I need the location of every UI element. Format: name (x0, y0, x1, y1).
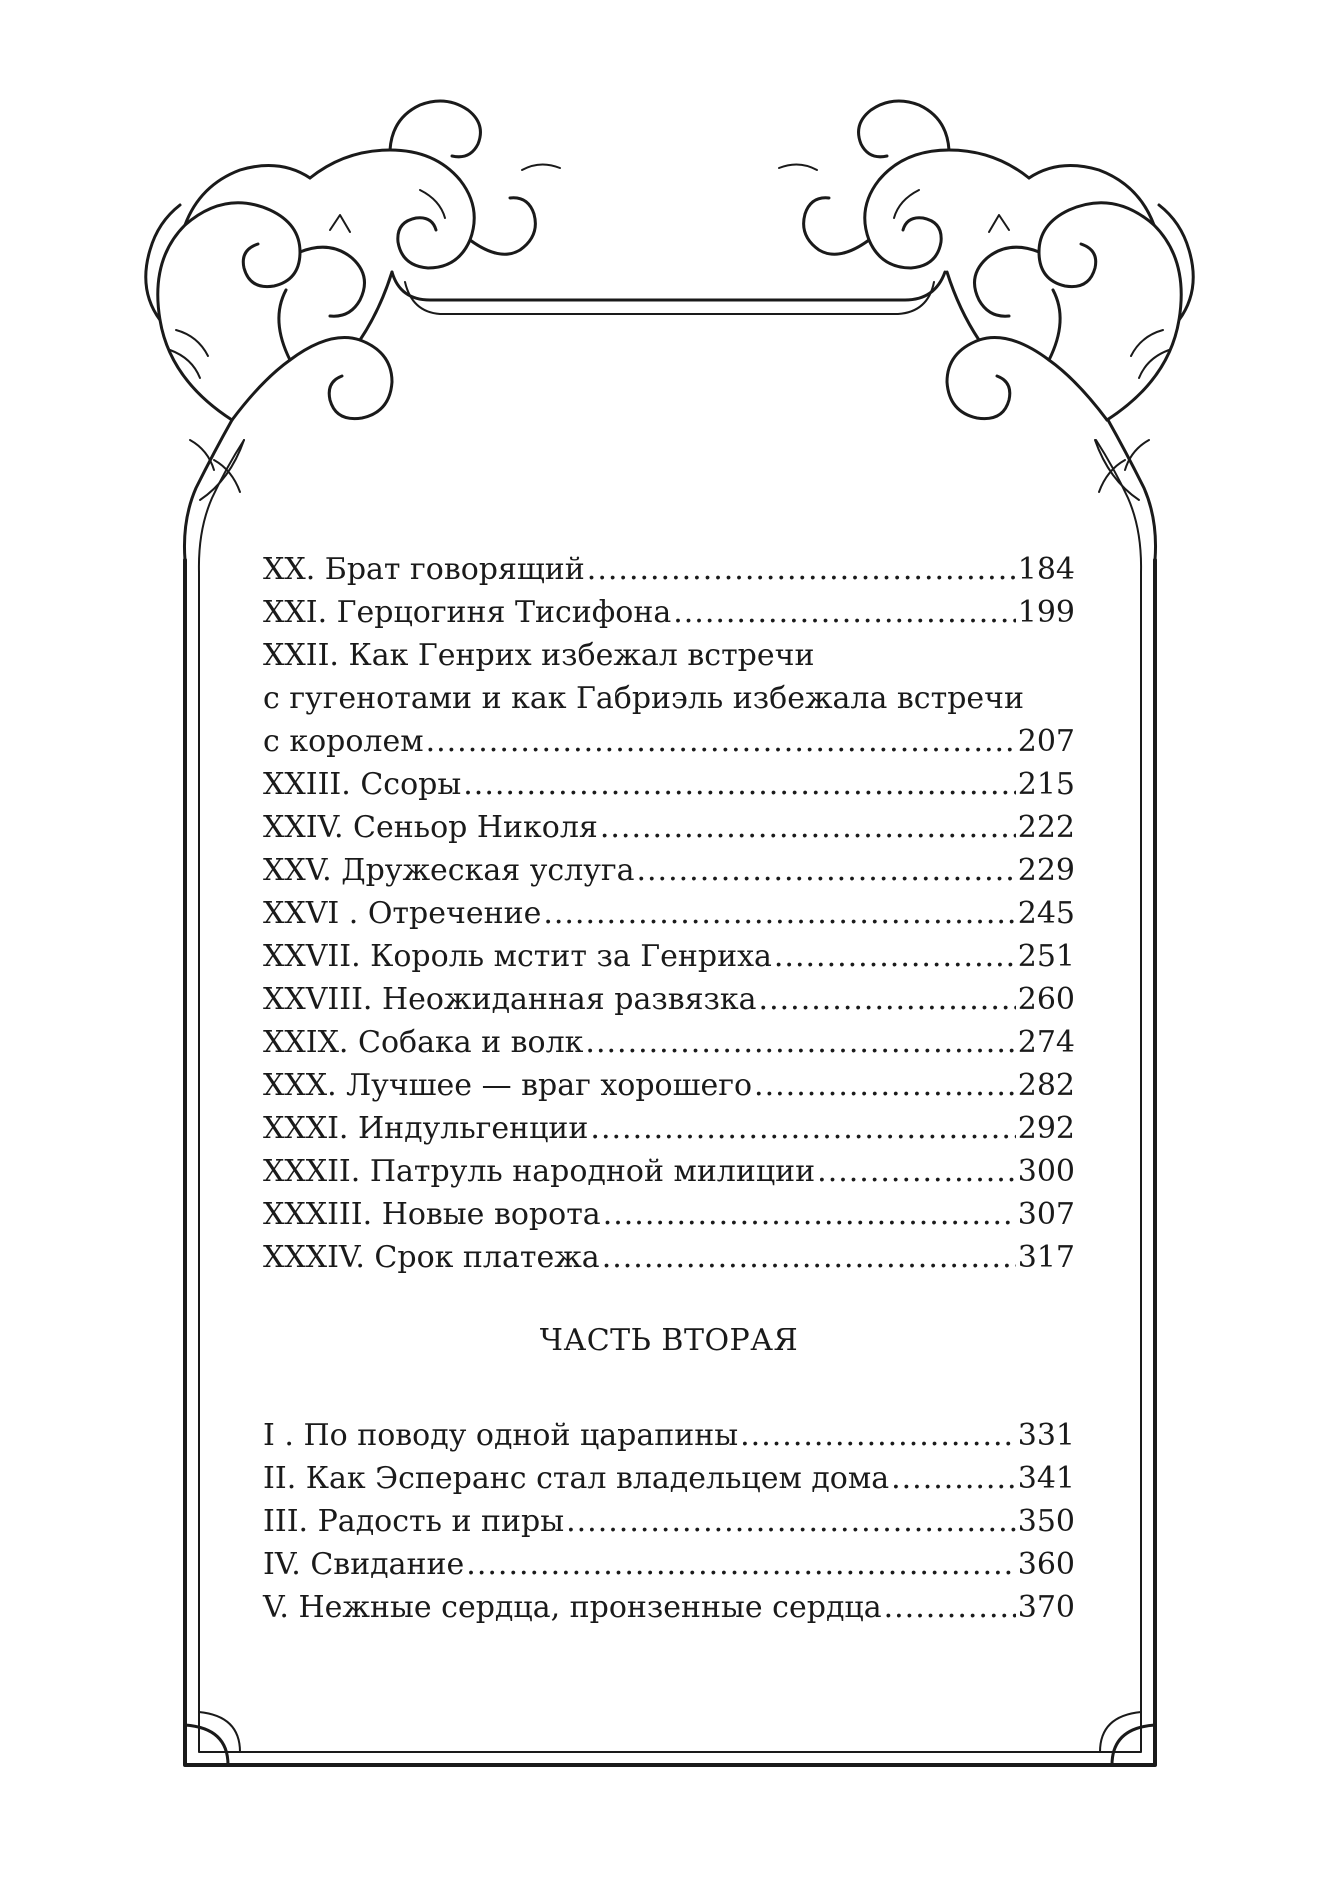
dot-leader (774, 935, 1016, 978)
dot-leader (673, 591, 1016, 634)
toc-entry-page: 317 (1017, 1240, 1075, 1275)
toc-entry-title: III. Радость и пиры (263, 1504, 565, 1539)
dot-leader (587, 548, 1016, 591)
toc-entry-title: XXIII. Ссоры (263, 767, 462, 802)
toc-part-two (263, 1414, 1075, 1629)
dot-leader (740, 1414, 1016, 1457)
toc-entry-title: V. Нежные сердца, пронзенные сердца (263, 1590, 882, 1625)
toc-entry-page: 350 (1017, 1504, 1075, 1539)
toc-entry[interactable] (263, 806, 1075, 849)
toc-entry-title-line: с гугенотами и как Габриэль избежала встречи (263, 681, 1024, 716)
toc-entry[interactable] (263, 1586, 1075, 1629)
toc-entry-title: XXXII. Патруль народной милиции (263, 1154, 816, 1189)
toc-entry[interactable] (263, 591, 1075, 634)
dot-leader (543, 892, 1015, 935)
toc-entry-page: 370 (1017, 1590, 1075, 1625)
toc-entry-page: 300 (1017, 1154, 1075, 1189)
dot-leader (590, 1107, 1015, 1150)
toc-entry-page: 215 (1017, 767, 1075, 802)
toc-entry-title: XXVI . Отречение (263, 896, 542, 931)
toc-entry-title: XXXI. Индульгенции (263, 1111, 589, 1146)
toc-entry[interactable] (263, 1107, 1075, 1150)
toc-entry[interactable] (263, 1457, 1075, 1500)
dot-leader (636, 849, 1015, 892)
dot-leader (603, 1193, 1016, 1236)
toc-entry-title: XXI. Герцогиня Тисифона (263, 595, 672, 630)
toc-entry[interactable] (263, 1543, 1075, 1586)
toc-entry-title: XXX. Лучшее — враг хорошего (263, 1068, 753, 1103)
toc-entry-title: XXIV. Сеньор Николя (263, 810, 598, 845)
toc-entry[interactable] (263, 1150, 1075, 1193)
toc-entry-page: 260 (1017, 982, 1075, 1017)
dot-leader (463, 763, 1015, 806)
toc-entry-title: IV. Свидание (263, 1547, 465, 1582)
toc-entry-page: 207 (1017, 724, 1075, 759)
toc-entry[interactable] (263, 548, 1075, 591)
toc-entry-page: 307 (1017, 1197, 1075, 1232)
toc-entry-page: 331 (1017, 1418, 1075, 1453)
toc-entry[interactable] (263, 763, 1075, 806)
toc-entry-page: 245 (1017, 896, 1075, 931)
toc-entry-page: 229 (1017, 853, 1075, 888)
dot-leader (602, 1236, 1016, 1279)
toc-entry-title: XXV. Дружеская услуга (263, 853, 635, 888)
toc-entry[interactable] (263, 1236, 1075, 1279)
toc-entry-page: 341 (1017, 1461, 1075, 1496)
toc-entry-title: XXVII. Король мстит за Генриха (263, 939, 772, 974)
toc-entry[interactable] (263, 634, 1075, 763)
dot-leader (759, 978, 1016, 1021)
toc-entry[interactable] (263, 1021, 1075, 1064)
dot-leader (585, 1021, 1015, 1064)
toc-entry[interactable] (263, 1193, 1075, 1236)
toc-entry-title: XXIX. Собака и волк (263, 1025, 584, 1060)
toc-entry-title-line: XXII. Как Генрих избежал встречи (263, 638, 815, 673)
dot-leader (884, 1586, 1016, 1629)
dot-leader (566, 1500, 1016, 1543)
toc-entry-page: 251 (1017, 939, 1075, 974)
toc-entry-title: с королем (263, 724, 424, 759)
toc-entry-page: 274 (1017, 1025, 1075, 1060)
toc-entry-title: XX. Брат говорящий (263, 552, 585, 587)
toc-entry-title: XXVIII. Неожиданная развязка (263, 982, 757, 1017)
toc-entry[interactable] (263, 1064, 1075, 1107)
toc-part-one (263, 548, 1075, 1279)
toc-entry-page: 199 (1017, 595, 1075, 630)
toc-entry-page: 292 (1017, 1111, 1075, 1146)
toc-entry[interactable] (263, 935, 1075, 978)
dot-leader (817, 1150, 1016, 1193)
part-heading: ЧАСТЬ ВТОРАЯ (539, 1323, 799, 1358)
toc-entry-title: XXXIV. Срок платежа (263, 1240, 600, 1275)
toc-entry[interactable] (263, 1414, 1075, 1457)
dot-leader (600, 806, 1016, 849)
toc-entry-title: II. Как Эсперанс стал владельцем дома (263, 1461, 890, 1496)
toc-entry[interactable] (263, 978, 1075, 1021)
toc-entry[interactable] (263, 849, 1075, 892)
dot-leader (466, 1543, 1015, 1586)
toc-entry-page: 282 (1017, 1068, 1075, 1103)
toc-entry-page: 184 (1017, 552, 1075, 587)
toc-entry-page: 360 (1017, 1547, 1075, 1582)
toc-entry[interactable] (263, 892, 1075, 935)
toc-entry-title: XXXIII. Новые ворота (263, 1197, 601, 1232)
toc-entry[interactable] (263, 1500, 1075, 1543)
toc-entry-page: 222 (1017, 810, 1075, 845)
dot-leader (891, 1457, 1016, 1500)
dot-leader (754, 1064, 1016, 1107)
toc-entry-title: I . По поводу одной царапины (263, 1418, 739, 1453)
dot-leader (426, 720, 1016, 763)
